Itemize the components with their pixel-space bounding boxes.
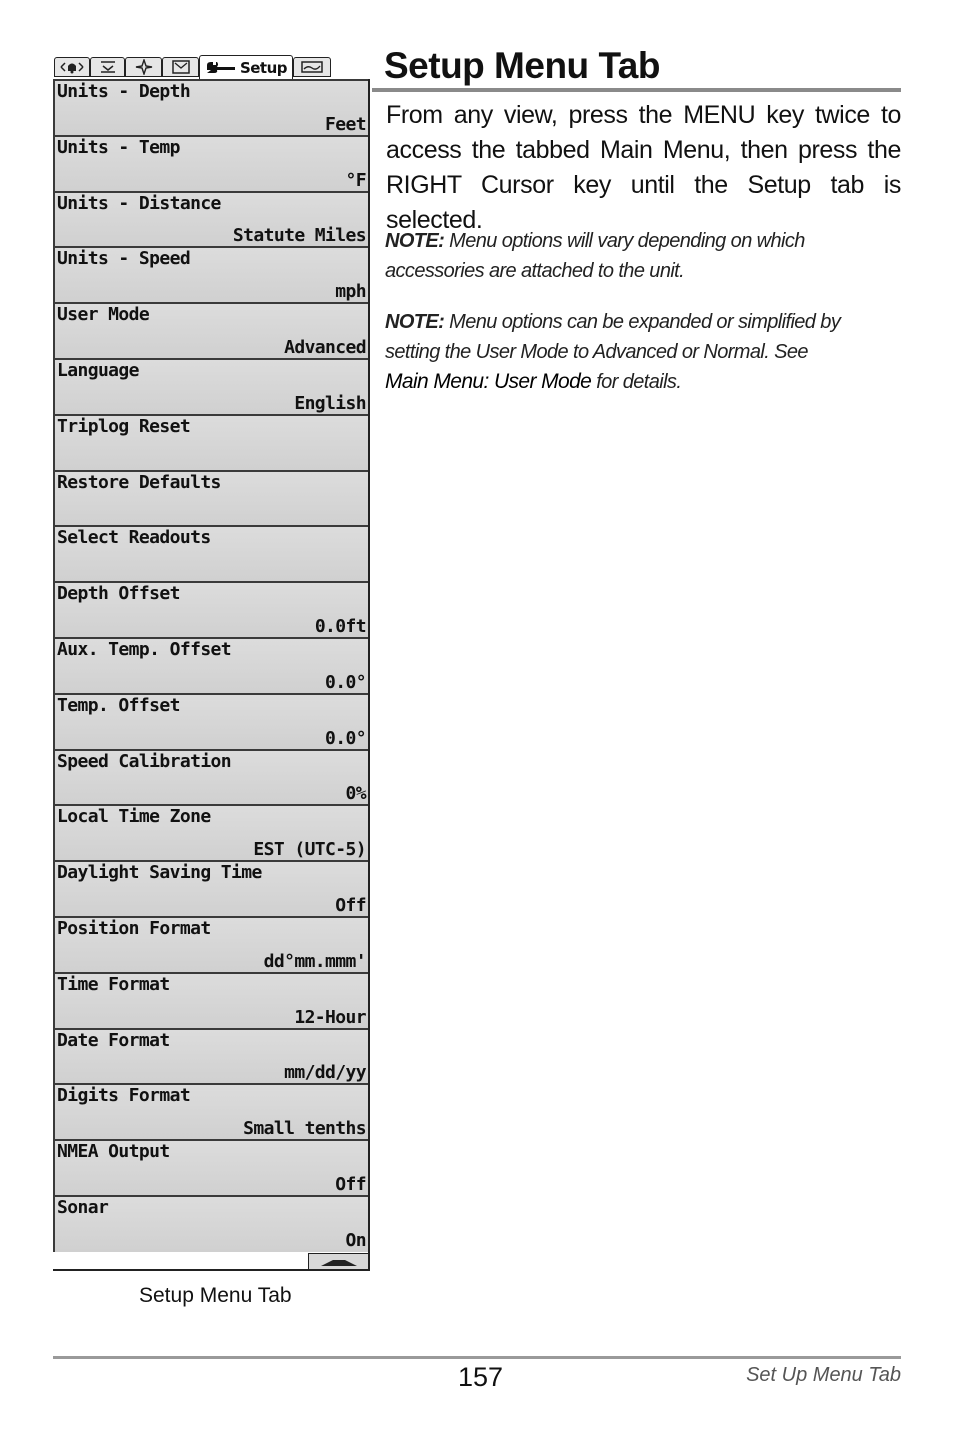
note-label: NOTE: [385,311,445,333]
sonar-icon [98,60,118,74]
menu-item-value: Small tenths [243,1118,366,1140]
menu-item-label: Units - Depth [57,81,191,102]
menu-item[interactable] [53,581,368,638]
menu-item[interactable] [53,916,368,973]
tab-alarms[interactable] [54,57,90,77]
menu-item[interactable] [53,1195,368,1252]
menu-item[interactable] [53,135,368,192]
menu-item-label: Language [57,360,139,381]
menu-item-label: Sonar [57,1197,109,1218]
menu-item[interactable] [53,414,368,471]
menu-item[interactable] [53,525,368,582]
menu-item-label: Restore Defaults [57,471,221,493]
menu-item-value: Feet [325,113,366,135]
menu-item[interactable] [53,302,368,359]
menu-item-label: Select Readouts [57,527,211,549]
cross-reference-link[interactable]: Main Menu: User Mode [385,370,592,393]
menu-item-value: 12-Hour [294,1006,366,1028]
views-icon [300,60,324,74]
menu-item-label: Speed Calibration [57,750,232,772]
menu-item-label: Daylight Saving Time [57,862,262,884]
navigation-icon [135,59,153,75]
menu-item-label: Date Format [57,1029,170,1051]
tab-navigation[interactable] [125,57,162,77]
figure-caption: Setup Menu Tab [139,1284,292,1307]
tab-views[interactable] [293,57,331,77]
page-title: Setup Menu Tab [384,45,660,86]
menu-item[interactable] [53,1083,368,1140]
scroll-up-button[interactable] [308,1253,369,1269]
menu-item-value: 0% [345,783,366,805]
note-accessories [385,226,855,286]
menu-item-label: Triplog Reset [57,415,191,437]
tab-chart[interactable] [162,57,199,77]
menu-item-value: Advanced [284,336,366,358]
footer-section-title: Set Up Menu Tab [746,1364,901,1386]
note-label: NOTE: [385,230,445,252]
menu-item-label: Units - Temp [57,136,180,158]
menu-item[interactable] [53,749,368,806]
menu-item-label: Units - Speed [57,248,191,270]
menu-item-value: dd°mm.mmm' [263,950,366,972]
intro-paragraph: From any view, press the MENU key twice to access the tabbed Main Menu, then press the RIGHT Cursor key until the Setup tab is selected. [386,101,901,234]
scroll-up-icon [319,1257,359,1267]
note-user-mode [385,307,855,397]
menu-item-value: 0.0° [325,671,366,693]
menu-item-value: Off [335,894,366,916]
tab-setup-label: Setup [239,58,288,77]
menu-item-label: Depth Offset [57,583,180,605]
menu-item-label: NMEA Output [57,1141,170,1163]
note-text: Menu options will vary depending on which accessories are attached to the unit. [385,230,805,282]
menu-item[interactable] [53,1028,368,1085]
menu-item-value: mm/dd/yy [284,1062,366,1084]
menu-item-label: Temp. Offset [57,694,180,716]
title-divider [372,88,901,92]
menu-item[interactable] [53,637,368,694]
menu-item-value: °F [345,169,366,191]
menu-item-value: 0.0° [325,727,366,749]
tab-sonar[interactable] [90,57,125,77]
menu-item-value: 0.0ft [314,615,366,637]
menu-item[interactable] [53,1139,368,1196]
menu-item-label: Aux. Temp. Offset [57,639,232,660]
menu-item-label: User Mode [57,304,150,326]
menu-item[interactable] [53,246,368,303]
wrench-icon [205,61,237,75]
note-text: Menu options can be expanded or simplified by setting the User Mode to Advanced or Normal. See [385,311,841,363]
menu-item[interactable] [53,191,368,248]
menu-item[interactable] [53,470,368,527]
menu-item[interactable] [53,358,368,415]
menu-item[interactable] [53,79,368,136]
menu-item-value: On [345,1229,366,1251]
menu-item-label: Position Format [57,918,211,939]
menu-item[interactable] [53,693,368,750]
menu-item[interactable] [53,860,368,917]
chart-icon [171,60,191,74]
menu-item-label: Digits Format [57,1085,191,1107]
menu-item-label: Local Time Zone [57,806,211,828]
menu-item-value: mph [335,281,366,303]
menu-item[interactable] [53,972,368,1029]
menu-item-value: EST (UTC-5) [253,839,366,861]
menu-item-value: Off [335,1173,366,1195]
menu-item-value: Statute Miles [232,225,366,247]
menu-item-value: English [294,392,366,414]
note-suffix: for details. [591,371,682,393]
menu-item[interactable] [53,804,368,861]
menu-item-label: Time Format [57,973,170,995]
menu-item-label: Units - Distance [57,192,221,214]
tab-setup[interactable] [199,55,293,79]
page-number: 157 [458,1362,504,1392]
setup-menu-list [53,79,370,1271]
alarm-icon [57,60,87,74]
menu-tab-bar [54,55,332,79]
footer-divider [53,1356,901,1359]
